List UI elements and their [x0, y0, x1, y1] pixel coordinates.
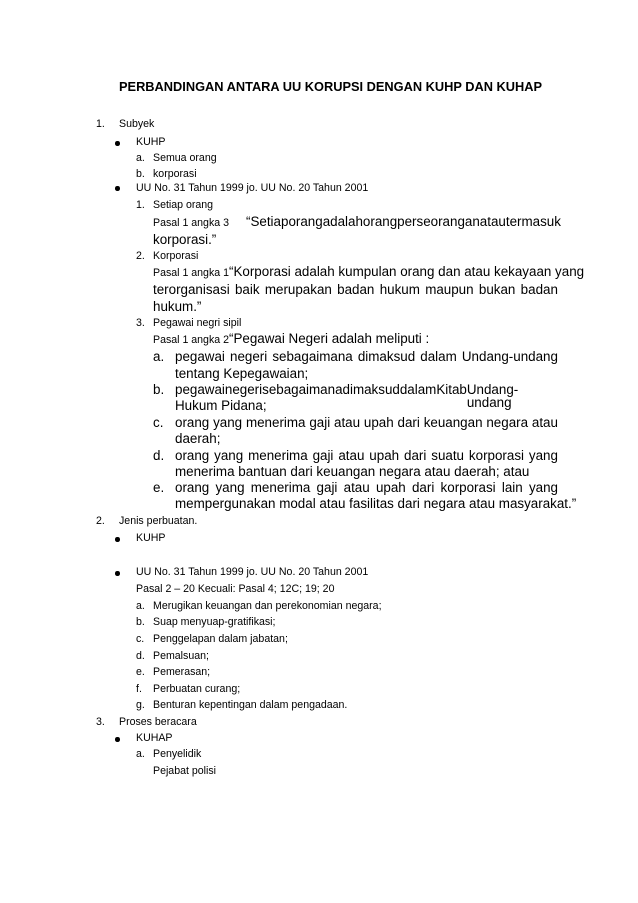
article-reference: Pasal 1 angka 2	[153, 334, 229, 346]
section-1-number: 1.	[96, 118, 105, 130]
word: adalah	[322, 214, 363, 229]
word: pegawai	[175, 382, 225, 397]
list-item-detail: Pejabat polisi	[153, 765, 217, 777]
list-key: a.	[136, 600, 145, 612]
list-key: e.	[153, 480, 165, 495]
quote-line: mempergunakan modal atau fasilitas dari negara atau masyarakat.”	[175, 496, 577, 511]
word: Undang-undang	[466, 382, 519, 411]
word: menerima	[250, 480, 311, 495]
list-key: b.	[136, 168, 145, 180]
word: yang	[215, 480, 245, 495]
quote-line: “Korporasi adalah kumpulan orang dan atau kekayaan yang	[229, 264, 585, 279]
section-1-uu: UU No. 31 Tahun 1999 jo. UU No. 20 Tahun 2001	[136, 182, 369, 194]
section-3-kuhap: KUHAP	[136, 732, 173, 744]
article-reference: Pasal 2 – 20 Kecuali: Pasal 4; 12C; 19; 20	[136, 583, 335, 595]
list-item-label: Korporasi	[153, 250, 199, 262]
word: dari	[397, 415, 420, 430]
list-item: Benturan kepentingan dalam pengadaan.	[153, 699, 348, 711]
list-key: 3.	[136, 317, 145, 329]
word: merupakan	[264, 282, 332, 297]
word: dimaksud	[357, 349, 416, 364]
word: upah	[363, 415, 394, 430]
word: upah	[369, 448, 400, 463]
word: negara	[486, 415, 529, 430]
word: atau	[479, 214, 506, 229]
list-item: Suap menyuap-gratifikasi;	[153, 616, 276, 628]
word: atau	[338, 448, 365, 463]
word: yang	[528, 480, 558, 495]
list-item: Penggelapan dalam jabatan;	[153, 633, 288, 645]
quote-line: korporasi.”	[153, 232, 217, 247]
list-item: Merugikan keuangan dan perekonomian negara;	[153, 600, 382, 612]
word: orang	[175, 480, 210, 495]
word: atau	[334, 415, 361, 430]
quote-line: “Pegawai Negeri adalah meliputi :	[229, 331, 430, 346]
list-key: b.	[153, 382, 165, 397]
list-item: Semua orang	[153, 152, 217, 164]
word: sebagaimana	[272, 349, 353, 364]
article-reference: Pasal 1 angka 1	[153, 267, 229, 279]
section-1-kuhp: KUHP	[136, 136, 166, 148]
list-item: Penyelidik	[153, 748, 202, 760]
quote-line: tentang Kepegawaian;	[175, 366, 309, 381]
quote-line: daerah;	[175, 431, 221, 446]
word: baik	[234, 282, 260, 297]
word: hukum	[379, 282, 420, 297]
word: terorganisasi	[153, 282, 230, 297]
list-key: f.	[136, 683, 142, 695]
word: pegawai	[175, 349, 225, 364]
page-title: PERBANDINGAN ANTARA UU KORUPSI DENGAN KUHP DAN KUHAP	[119, 79, 543, 94]
quote-line: hukum.”	[153, 299, 202, 314]
list-key: 2.	[136, 250, 145, 262]
word: menerima	[248, 448, 308, 463]
section-2-uu: UU No. 31 Tahun 1999 jo. UU No. 20 Tahun 2001	[136, 566, 369, 578]
section-2-label: Jenis perbuatan.	[119, 515, 198, 527]
word: atau	[343, 480, 370, 495]
section-3-number: 3.	[96, 716, 105, 728]
word: sebagaimana	[262, 382, 343, 397]
list-key: c.	[136, 633, 145, 645]
word: atau	[531, 415, 558, 430]
list-key: d.	[153, 448, 165, 463]
list-key: a.	[136, 152, 145, 164]
word: orang	[175, 415, 210, 430]
word: orang	[362, 214, 398, 229]
word: keuangan	[423, 415, 483, 430]
word: gaji	[312, 448, 334, 463]
list-key: g.	[136, 699, 145, 711]
quote-line: Hukum Pidana;	[175, 398, 267, 413]
list-key: b.	[136, 616, 145, 628]
bullet-icon	[115, 141, 120, 146]
word: yang	[213, 415, 243, 430]
list-key: e.	[136, 666, 145, 678]
word: badan	[520, 282, 558, 297]
word: negeri	[224, 382, 263, 397]
word: Undang-undang	[461, 349, 558, 364]
list-key: 1.	[136, 199, 145, 211]
word: yang	[528, 448, 558, 463]
quote-line	[175, 350, 558, 363]
word: orang	[175, 448, 210, 463]
word: bukan	[478, 282, 516, 297]
section-3-label: Proses beracara	[119, 716, 197, 728]
list-item: Pemalsuan;	[153, 650, 209, 662]
word: dalam	[420, 349, 457, 364]
quote-line: menerima bantuan dari keuangan negara atau daerah; atau	[175, 464, 530, 479]
word: yang	[214, 448, 244, 463]
word: dari	[411, 480, 435, 495]
section-2-kuhp: KUHP	[136, 532, 166, 544]
bullet-icon	[115, 737, 120, 742]
list-key: a.	[136, 748, 145, 760]
word: negeri	[230, 349, 268, 364]
word: korporasi	[440, 480, 496, 495]
word: dari	[404, 448, 427, 463]
word: orang	[288, 214, 323, 229]
bullet-icon	[115, 537, 120, 542]
list-key: a.	[153, 349, 165, 364]
list-item: Perbuatan curang;	[153, 683, 241, 695]
word: suatu	[431, 448, 465, 463]
quote-line	[175, 481, 558, 494]
list-item: Pemerasan;	[153, 666, 211, 678]
bullet-icon	[115, 186, 120, 191]
word: termasuk	[505, 214, 561, 229]
word: gaji	[309, 415, 331, 430]
list-key: c.	[153, 415, 164, 430]
word: maupun	[425, 282, 474, 297]
section-2-number: 2.	[96, 515, 105, 527]
word: “Setiap	[246, 214, 289, 229]
word: dalam	[399, 382, 437, 397]
word: upah	[375, 480, 406, 495]
bullet-icon	[115, 571, 120, 576]
word: dimaksud	[342, 382, 400, 397]
quote-line	[153, 283, 558, 296]
word: badan	[337, 282, 375, 297]
list-item-label: Setiap orang	[153, 199, 214, 211]
word: lain	[501, 480, 523, 495]
list-item: korporasi	[153, 168, 197, 180]
word: gaji	[316, 480, 338, 495]
quote-line	[175, 449, 558, 462]
article-reference: Pasal 1 angka 3	[153, 217, 229, 229]
list-key: d.	[136, 650, 145, 662]
quote-line	[246, 214, 561, 229]
word: korporasi	[468, 448, 524, 463]
word: menerima	[245, 415, 306, 430]
quote-line	[175, 416, 558, 429]
word: Kitab	[436, 382, 467, 397]
list-item-label: Pegawai negri sipil	[153, 317, 242, 329]
section-1-label: Subyek	[119, 118, 155, 130]
word: perseorangan	[397, 214, 480, 229]
